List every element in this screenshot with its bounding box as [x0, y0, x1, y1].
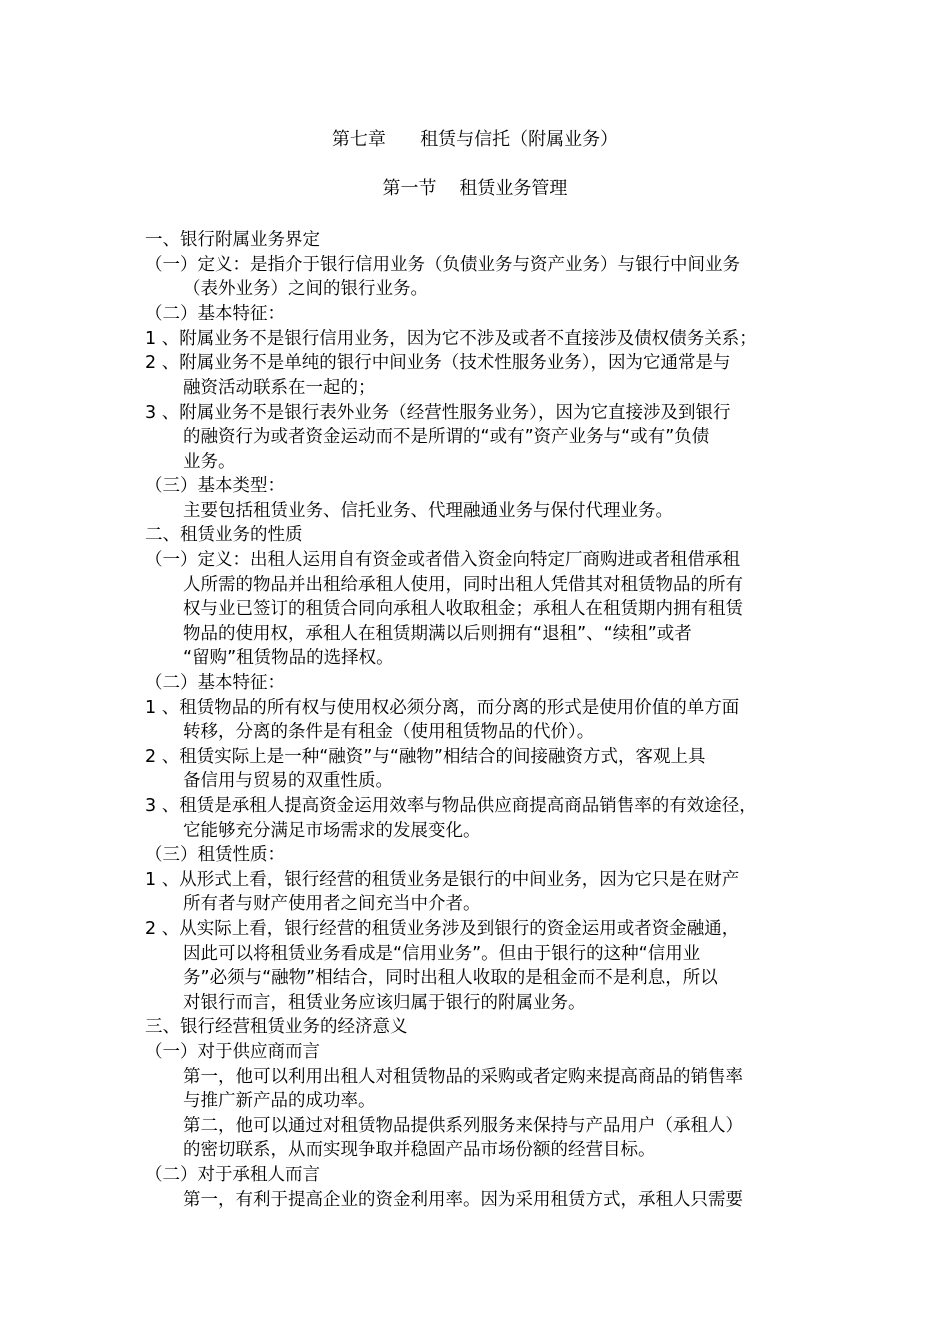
heading-line: （二）基本特征：: [145, 673, 285, 693]
list-item: 3 、租赁是承租人提高资金运用效率与物品供应商提高商品销售率的有效途径，: [145, 796, 757, 816]
body-line: 第二，他可以通过对租赁物品提供系列服务来保持与产品用户（承租人）: [183, 1116, 743, 1136]
body-line: 对银行而言，租赁业务应该归属于银行的附属业务。: [183, 993, 586, 1013]
heading-line: （二）基本特征：: [145, 304, 285, 324]
body-line: （一）定义：是指介于银行信用业务（负债业务与资产业务）与银行中间业务: [145, 255, 740, 275]
body-line: 因此可以将租赁业务看成是“信用业务”。但由于银行的这种“信用业: [183, 944, 701, 964]
body-line: 第一，他可以利用出租人对租赁物品的采购或者定购来提高商品的销售率: [183, 1067, 743, 1087]
body-line: （一）定义：出租人运用自有资金或者借入资金向特定厂商购进或者租借承租: [145, 550, 740, 570]
body-line: 的融资行为或者资金运动而不是所谓的“或有”资产业务与“或有”负债: [183, 427, 710, 447]
body-line: 物品的使用权，承租人在租赁期满以后则拥有“退租”、“续租”或者: [183, 624, 692, 644]
section-title: 第一节 租赁业务管理: [382, 178, 568, 199]
body-line: 转移，分离的条件是有租金（使用租赁物品的代价）。: [183, 722, 595, 742]
list-item: 1 、从形式上看，银行经营的租赁业务是银行的中间业务，因为它只是在财产: [145, 870, 740, 890]
chapter-title: 第七章 租赁与信托（附属业务）: [331, 129, 619, 150]
body-line: 与推广新产品的成功率。: [183, 1091, 376, 1111]
list-item: 2 、从实际上看，银行经营的租赁业务涉及到银行的资金运用或者资金融通，: [145, 919, 740, 939]
body-line: 所有者与财产使用者之间充当中介者。: [183, 894, 481, 914]
heading-line: （三）租赁性质：: [145, 845, 285, 865]
heading-line: （一）对于供应商而言: [145, 1042, 320, 1062]
body-line: 权与业已签订的租赁合同向承租人收取租金；承租人在租赁期内拥有租赁: [183, 599, 743, 619]
list-item: 3 、附属业务不是银行表外业务（经营性服务业务），因为它直接涉及到银行: [145, 403, 731, 423]
list-item: 2 、附属业务不是单纯的银行中间业务（技术性服务业务），因为它通常是与: [145, 353, 731, 373]
body-line: 业务。: [183, 452, 236, 472]
body-line: 它能够充分满足市场需求的发展变化。: [183, 821, 481, 841]
body-line: 主要包括租赁业务、信托业务、代理融通业务与保付代理业务。: [183, 501, 673, 521]
heading-line: 二、租赁业务的性质: [145, 525, 303, 545]
body-line: 融资活动联系在一起的；: [183, 378, 376, 398]
heading-line: 一、银行附属业务界定: [145, 230, 320, 250]
list-item: 1 、租赁物品的所有权与使用权必须分离，而分离的形式是使用价值的单方面: [145, 698, 740, 718]
body-line: 务”必须与“融物”相结合，同时出租人收取的是租金而不是利息，所以: [183, 968, 718, 988]
heading-line: （三）基本类型：: [145, 476, 285, 496]
body-line: 的密切联系，从而实现争取并稳固产品市场份额的经营目标。: [183, 1140, 656, 1160]
body-line: 第一，有利于提高企业的资金利用率。因为采用租赁方式，承租人只需要: [183, 1190, 743, 1210]
list-item: 2 、租赁实际上是一种“融资”与“融物”相结合的间接融资方式，客观上具: [145, 747, 706, 767]
list-item: 1 、附属业务不是银行信用业务，因为它不涉及或者不直接涉及债权债务关系；: [145, 329, 757, 349]
body-line: “留购”租赁物品的选择权。: [183, 648, 394, 668]
heading-line: （二）对于承租人而言: [145, 1165, 320, 1185]
body-line: 备信用与贸易的双重性质。: [183, 771, 393, 791]
body-line: 人所需的物品并出租给承租人使用，同时出租人凭借其对租赁物品的所有: [183, 575, 743, 595]
body-line: （表外业务）之间的银行业务。: [183, 279, 428, 299]
heading-line: 三、银行经营租赁业务的经济意义: [145, 1017, 408, 1037]
